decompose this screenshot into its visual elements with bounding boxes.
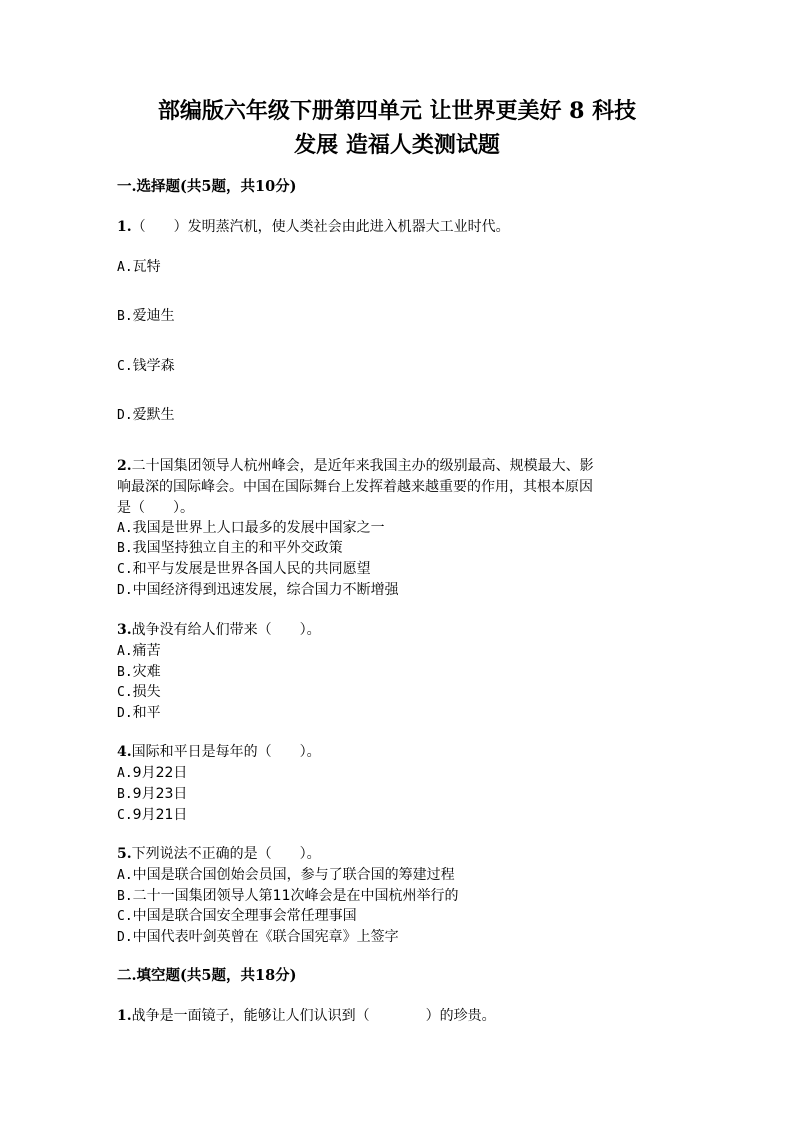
- option-letter: C.: [117, 808, 133, 823]
- q4-option-b: [117, 784, 677, 805]
- option-letter: A.: [117, 644, 133, 659]
- question-text: （ ）发明蒸汽机，使人类社会由此进入机器大工业时代。: [131, 219, 510, 235]
- question-5: [117, 844, 677, 865]
- option-text: 9月21日: [132, 807, 188, 823]
- question-text: 战争是一面镜子，能够让人们认识到（ ）的珍贵。: [131, 1008, 496, 1024]
- exam-title-line2: 发展 造福人类测试题: [294, 132, 500, 158]
- q2-option-a: [117, 518, 677, 539]
- option-letter: C.: [117, 562, 133, 577]
- q4-option-c: [117, 805, 677, 826]
- option-text: 9月22日: [132, 765, 188, 781]
- option-text: 中国是联合国创始会员国，参与了联合国的筹建过程: [132, 867, 455, 883]
- option-text: 瓦特: [132, 259, 161, 275]
- question-number: 3.: [117, 622, 132, 638]
- option-text: 灾难: [132, 664, 161, 680]
- question-3: [117, 620, 677, 641]
- q1-option-c: [117, 356, 677, 377]
- q4-option-a: [117, 763, 677, 784]
- q1-option-b: [117, 306, 677, 327]
- option-letter: A.: [117, 260, 133, 275]
- option-text: 损失: [132, 684, 161, 700]
- option-text: 中国代表叶剑英曾在《联合国宪章》上签字: [132, 929, 399, 945]
- question-text: 战争没有给人们带来（ ）。: [131, 622, 321, 638]
- option-letter: B.: [117, 541, 133, 556]
- q2-option-d: [117, 580, 677, 601]
- option-letter: D.: [117, 930, 133, 945]
- option-text: 我国坚持独立自主的和平外交政策: [132, 540, 343, 556]
- q3-option-a: [117, 641, 677, 662]
- q5-option-c: [117, 906, 677, 927]
- question-number: 1.: [117, 219, 132, 235]
- option-letter: A.: [117, 766, 133, 781]
- option-text: 钱学森: [132, 358, 175, 374]
- question-2-line1: [117, 456, 677, 477]
- q5-option-d: [117, 927, 677, 948]
- option-text: 二十一国集团领导人第11次峰会是在中国杭州举行的: [132, 888, 459, 904]
- option-text: 中国是联合国安全理事会常任理事国: [132, 908, 357, 924]
- option-letter: A.: [117, 521, 133, 536]
- option-text: 爱默生: [132, 407, 175, 423]
- option-letter: C.: [117, 359, 133, 374]
- q1-option-d: [117, 405, 677, 426]
- question-number: 2.: [117, 458, 132, 474]
- q1-option-a: [117, 257, 677, 278]
- option-text: 中国经济得到迅速发展，综合国力不断增强: [132, 582, 399, 598]
- option-text: 我国是世界上人口最多的发展中国家之一: [132, 520, 385, 536]
- option-letter: D.: [117, 408, 133, 423]
- question-4: [117, 742, 677, 763]
- option-letter: A.: [117, 868, 133, 883]
- question-number: 1.: [117, 1008, 132, 1024]
- section-heading-fill: 二.填空题(共5题，共18分): [117, 967, 297, 984]
- question-1: [117, 217, 677, 238]
- section-heading-choice: 一.选择题(共5题，共10分): [117, 178, 297, 195]
- option-letter: C.: [117, 685, 133, 700]
- q5-option-a: [117, 865, 677, 886]
- q2-option-c: [117, 559, 677, 580]
- q3-option-b: [117, 662, 677, 683]
- question-2-line2: 响最深的国际峰会。中国在国际舞台上发挥着越来越重要的作用，其根本原因: [117, 479, 593, 495]
- option-letter: B.: [117, 889, 133, 904]
- option-text: 9月23日: [132, 786, 188, 802]
- q5-option-b: [117, 886, 677, 907]
- option-letter: C.: [117, 909, 133, 924]
- option-text: 和平: [132, 705, 161, 721]
- option-text: 痛苦: [132, 643, 161, 659]
- exam-title-line1: 部编版六年级下册第四单元 让世界更美好 8 科技: [157, 98, 637, 124]
- option-letter: B.: [117, 787, 133, 802]
- option-letter: B.: [117, 309, 133, 324]
- q2-option-b: [117, 538, 677, 559]
- option-letter: D.: [117, 583, 133, 598]
- option-text: 和平与发展是世界各国人民的共同愿望: [132, 561, 371, 577]
- q3-option-d: [117, 703, 677, 724]
- question-text: 下列说法不正确的是（ ）。: [131, 846, 321, 862]
- fill-question-1: [117, 1006, 677, 1027]
- option-letter: B.: [117, 665, 133, 680]
- question-2-line3: 是（ ）。: [117, 500, 194, 516]
- question-number: 4.: [117, 744, 132, 760]
- question-text: 国际和平日是每年的（ ）。: [131, 744, 321, 760]
- question-text: 二十国集团领导人杭州峰会，是近年来我国主办的级别最高、规模最大、影: [131, 458, 594, 474]
- question-number: 5.: [117, 846, 132, 862]
- q3-option-c: [117, 682, 677, 703]
- option-letter: D.: [117, 706, 133, 721]
- option-text: 爱迪生: [132, 308, 175, 324]
